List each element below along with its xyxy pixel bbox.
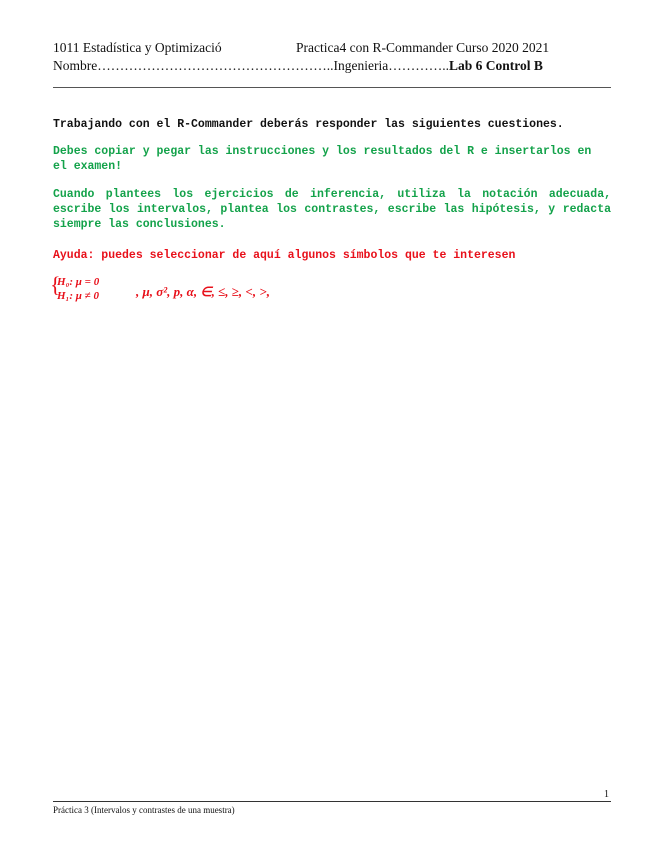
intro-paragraph: Trabajando con el R-Commander deberás responder las siguientes cuestiones. bbox=[53, 118, 564, 131]
inference-paragraph: Cuando plantees los ejercicios de inferencia, utiliza la notación adecuada, escribe los intervalos, plantea los contrastes, escribe las hipótesis, y redacta siempre las conclusiones. bbox=[53, 188, 611, 231]
help-paragraph: Ayuda: puedes seleccionar de aquí algunos símbolos que te interesen bbox=[53, 249, 516, 262]
footer-divider bbox=[53, 801, 611, 802]
copy-paste-paragraph: Debes copiar y pegar las instrucciones y los resultados del R e insertarlos en el examen! bbox=[53, 145, 592, 173]
left-brace-icon: { bbox=[50, 272, 61, 297]
practice-title: Practica4 con R-Commander Curso 2020 2021 bbox=[296, 40, 550, 55]
header-divider bbox=[53, 87, 611, 88]
lab-control-label: Lab 6 Control B bbox=[448, 58, 543, 73]
course-title: 1011 Estadística y Optimizació bbox=[53, 40, 222, 55]
name-field-label: Nombre…………………………………………….. bbox=[53, 58, 334, 73]
header-line-2 bbox=[53, 58, 611, 76]
symbol-palette[interactable]: , μ, σ², p, α, ∈, ≤, ≥, <, >, bbox=[136, 284, 270, 299]
alternative-hypothesis[interactable]: H₁: μ ≠ 0 bbox=[57, 290, 99, 302]
page-number: 1 bbox=[604, 789, 609, 800]
null-hypothesis[interactable]: H₀: μ = 0 bbox=[57, 276, 100, 288]
header-line-1 bbox=[53, 40, 611, 58]
footer-text: Práctica 3 (Intervalos y contrastes de una muestra) bbox=[53, 805, 235, 815]
engineering-field-label: Ingenieria………….. bbox=[333, 58, 449, 73]
